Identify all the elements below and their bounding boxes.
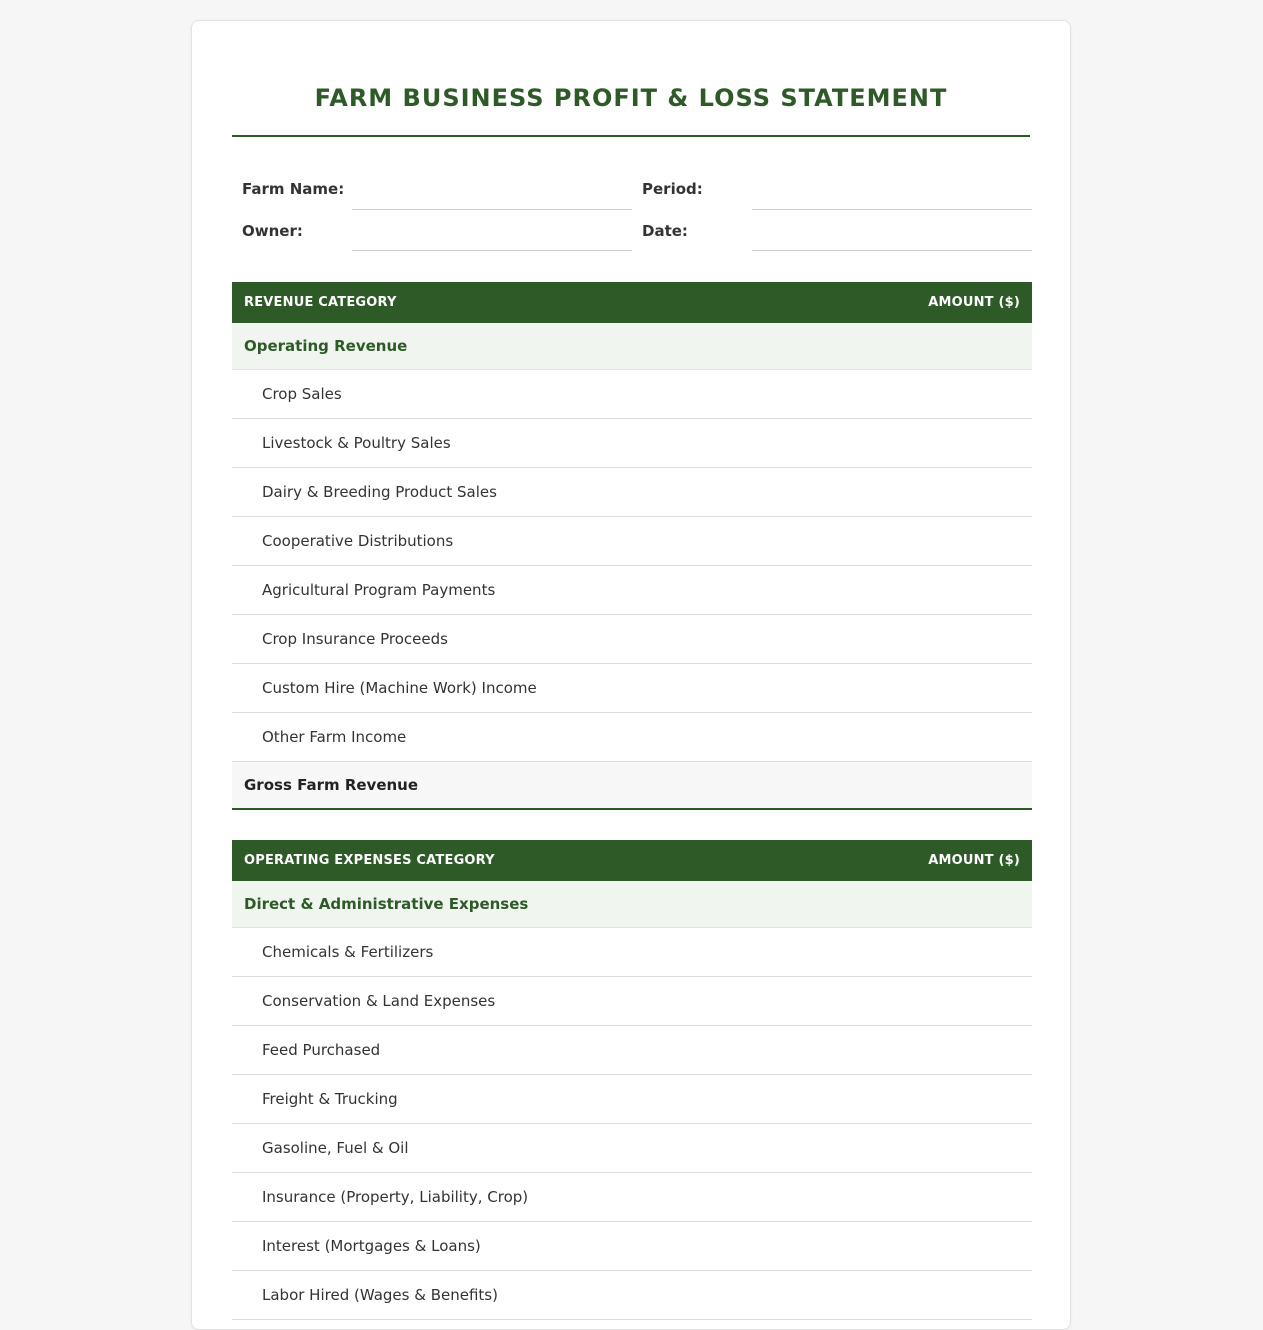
table-row	[232, 517, 1032, 566]
expenses-section-title: Direct & Administrative Expenses	[232, 881, 1032, 928]
revenue-total-row	[232, 762, 1032, 810]
revenue-header-row	[232, 282, 1032, 323]
line-item-amount[interactable]	[808, 1271, 1032, 1320]
farm-name-field[interactable]	[352, 209, 632, 210]
line-item-label: Crop Sales	[232, 370, 812, 419]
expenses-amount-header: AMOUNT ($)	[808, 840, 1032, 881]
revenue-category-header: REVENUE CATEGORY	[232, 282, 812, 323]
expenses-table	[232, 840, 1032, 1320]
table-row	[232, 1026, 1032, 1075]
line-item-label: Chemicals & Fertilizers	[232, 928, 808, 977]
line-item-amount[interactable]	[808, 1026, 1032, 1075]
table-row	[232, 977, 1032, 1026]
table-row	[232, 1271, 1032, 1320]
table-row	[232, 370, 1032, 419]
line-item-label: Custom Hire (Machine Work) Income	[232, 664, 812, 713]
line-item-label: Gasoline, Fuel & Oil	[232, 1124, 808, 1173]
line-item-label: Insurance (Property, Liability, Crop)	[232, 1173, 808, 1222]
table-row	[232, 1124, 1032, 1173]
table-row	[232, 928, 1032, 977]
period-label: Period:	[642, 180, 703, 198]
line-item-amount[interactable]	[812, 419, 1032, 468]
revenue-section-title: Operating Revenue	[232, 323, 1032, 370]
table-row	[232, 566, 1032, 615]
line-item-label: Livestock & Poultry Sales	[232, 419, 812, 468]
owner-label: Owner:	[242, 222, 303, 240]
line-item-amount[interactable]	[812, 713, 1032, 762]
revenue-section-row	[232, 323, 1032, 370]
table-row	[232, 1075, 1032, 1124]
line-item-amount[interactable]	[808, 928, 1032, 977]
line-item-label: Crop Insurance Proceeds	[232, 615, 812, 664]
line-item-amount[interactable]	[808, 1222, 1032, 1271]
section-spacer	[232, 810, 1030, 840]
farm-name-label: Farm Name:	[242, 180, 345, 198]
line-item-label: Conservation & Land Expenses	[232, 977, 808, 1026]
line-item-amount[interactable]	[812, 370, 1032, 419]
expenses-section-row	[232, 881, 1032, 928]
line-item-amount[interactable]	[812, 517, 1032, 566]
line-item-label: Cooperative Distributions	[232, 517, 812, 566]
line-item-amount[interactable]	[808, 1124, 1032, 1173]
line-item-amount[interactable]	[808, 1173, 1032, 1222]
date-label: Date:	[642, 222, 688, 240]
table-row	[232, 1173, 1032, 1222]
page-title: FARM BUSINESS PROFIT & LOSS STATEMENT	[314, 84, 948, 112]
line-item-label: Interest (Mortgages & Loans)	[232, 1222, 808, 1271]
line-item-amount[interactable]	[812, 566, 1032, 615]
expenses-category-header: OPERATING EXPENSES CATEGORY	[232, 840, 808, 881]
table-row	[232, 713, 1032, 762]
statement-sheet	[191, 20, 1071, 1330]
owner-field[interactable]	[352, 250, 632, 251]
line-item-label: Agricultural Program Payments	[232, 566, 812, 615]
info-fields	[232, 137, 1030, 282]
revenue-amount-header: AMOUNT ($)	[812, 282, 1032, 323]
line-item-amount[interactable]	[808, 977, 1032, 1026]
table-row	[232, 419, 1032, 468]
expenses-header-row	[232, 840, 1032, 881]
line-item-amount[interactable]	[808, 1075, 1032, 1124]
table-row	[232, 1222, 1032, 1271]
line-item-label: Freight & Trucking	[232, 1075, 808, 1124]
date-field[interactable]	[752, 250, 1032, 251]
table-row	[232, 664, 1032, 713]
gross-revenue-amount[interactable]	[812, 762, 1032, 810]
table-row	[232, 468, 1032, 517]
line-item-label: Dairy & Breeding Product Sales	[232, 468, 812, 517]
line-item-amount[interactable]	[812, 468, 1032, 517]
line-item-amount[interactable]	[812, 615, 1032, 664]
line-item-amount[interactable]	[812, 664, 1032, 713]
gross-revenue-label: Gross Farm Revenue	[232, 762, 812, 810]
period-field[interactable]	[752, 209, 1032, 210]
table-row	[232, 615, 1032, 664]
line-item-label: Labor Hired (Wages & Benefits)	[232, 1271, 808, 1320]
line-item-label: Other Farm Income	[232, 713, 812, 762]
line-item-label: Feed Purchased	[232, 1026, 808, 1075]
revenue-table	[232, 282, 1032, 810]
